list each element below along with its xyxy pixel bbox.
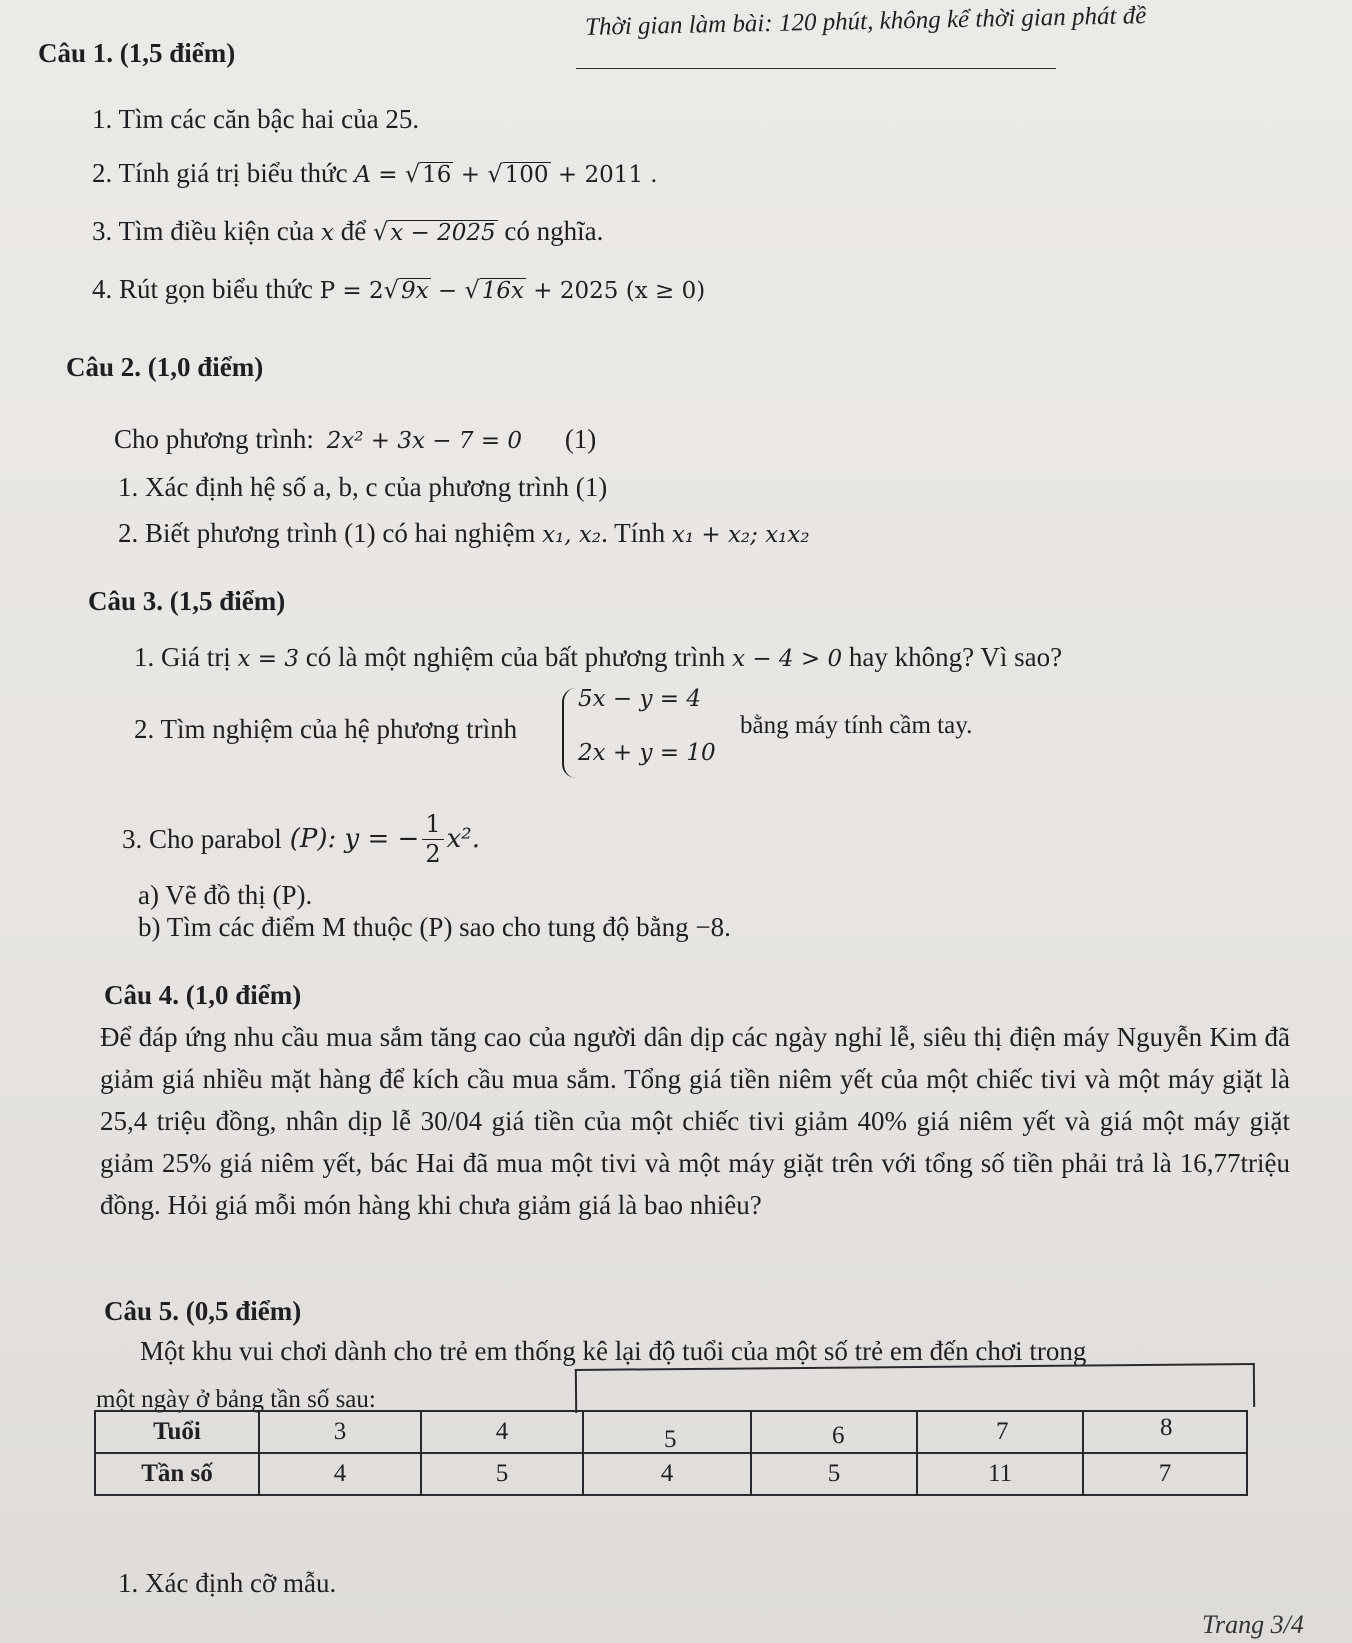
q3-system-eq2: 2x + y = 10 (578, 740, 716, 766)
q1-item2-lhs: A = (354, 162, 405, 188)
q3-item1 (134, 642, 1062, 673)
q3-item2-tail: bằng máy tính cầm tay. (740, 712, 973, 739)
frequency-cell: 5 (751, 1453, 917, 1495)
q1-item3-var: x (320, 220, 334, 246)
q1-item4-lhs: P = 2 (319, 278, 384, 304)
q3-system-eq1: 5x − y = 4 (578, 686, 702, 712)
q2-equation-line (114, 424, 596, 455)
age-cell-empty (917, 1411, 1083, 1453)
q2-title: Câu 2. (1,0 điểm) (66, 352, 264, 382)
age-cell: 8 (1160, 1414, 1173, 1441)
q5-intro-line2: một ngày ở bảng tần số sau: (96, 1386, 376, 1413)
age-cell: 4 (421, 1411, 583, 1453)
q2-item2 (118, 518, 810, 549)
table-row-frequency (95, 1453, 1247, 1495)
q3-item1-a: 1. Giá trị (134, 642, 231, 672)
q1-item3-end: có nghĩa. (504, 216, 604, 246)
q2-equation: 2x² + 3x − 7 = 0 (326, 428, 523, 454)
age-cell: 7 (996, 1418, 1009, 1445)
q3-item1-m1: x = 3 (237, 646, 299, 672)
q1-item3-text: 3. Tìm điều kiện của (92, 216, 315, 246)
q4-body: Để đáp ứng nhu cầu mua sắm tăng cao của người dân dịp các ngày nghỉ lễ, siêu thị điện máy Nguyễn Kim đã giảm giá nhiều mặt hàng để kích cầu mua sắm. Tổng giá tiền niêm yết của một chiếc tivi và một máy giặt là 25,4 triệu đồng, nhân dịp lễ 30/04 giá tiền của một chiếc tivi giảm 40% giá niêm yết và giá một máy giặt giảm 25% giá niêm yết, bác Hai đã mua một tivi và một máy giặt trên với tổng số tiền phải trả là 16,77triệu đồng. Hỏi giá mỗi món hàng khi chưa giảm giá là bao nhiêu? (100, 1022, 1290, 1220)
q3-title: Câu 3. (1,5 điểm) (88, 586, 286, 616)
header-underline (576, 68, 1056, 69)
q3-item3b: b) Tìm các điểm M thuộc (P) sao cho tung độ bằng −8. (138, 912, 731, 942)
age-cell: 5 (664, 1426, 677, 1453)
q2-eq-intro: Cho phương trình: (114, 424, 314, 454)
q3-item3 (122, 810, 480, 869)
q2-item1: 1. Xác định hệ số a, b, c của phương trình (1) (118, 472, 608, 502)
q3-item1-m2: x − 4 > 0 (732, 646, 843, 672)
q3-item3-rhs: x². (446, 824, 480, 855)
frequency-cell: 4 (583, 1453, 751, 1495)
q1-item2-rad1: 16 (422, 162, 452, 188)
q5-item1: 1. Xác định cỡ mẫu. (118, 1568, 337, 1598)
system-brace (562, 688, 576, 778)
fraction-numerator: 1 (422, 810, 443, 840)
age-cell-empty (1083, 1411, 1247, 1453)
age-cell-empty (583, 1411, 751, 1453)
q1-item4-tail: + 2025 (x ≥ 0) (526, 278, 706, 304)
q1-item3-mid: để (340, 216, 367, 246)
q1-item2-tail: + 2011 . (550, 162, 658, 188)
q2-item2-roots: x₁, x₂ (542, 522, 602, 548)
q3-item3-fraction (422, 810, 443, 869)
time-note: Thời gian làm bài: 120 phút, không kể thời gian phát đề (584, 2, 1147, 41)
age-cell: 6 (832, 1422, 845, 1449)
frequency-table (94, 1410, 1248, 1496)
q1-item4-text: 4. Rút gọn biểu thức (92, 274, 313, 304)
q1-item4-rad1: 9x (400, 278, 429, 304)
frequency-cell: 5 (421, 1453, 583, 1495)
q1-title: Câu 1. (1,5 điểm) (38, 38, 236, 68)
table-row-age (95, 1411, 1247, 1453)
age-cell-empty (751, 1411, 917, 1453)
q5-title: Câu 5. (0,5 điểm) (104, 1296, 302, 1326)
q5-intro-line1: Một khu vui chơi dành cho trẻ em thống kê lại độ tuổi của một số trẻ em đến chơi trong (140, 1336, 1087, 1366)
q3-item1-c: hay không? Vì sao? (848, 642, 1063, 672)
q1-item2: 2. Tính giá trị biểu thức A = √16 + √100 + 2011 . (92, 158, 658, 188)
fraction-denominator: 2 (425, 839, 441, 868)
q4-title: Câu 4. (1,0 điểm) (104, 980, 302, 1010)
q1-item4: 4. Rút gọn biểu thức P = 2√9x − √16x + 2025 (x ≥ 0) (92, 274, 706, 304)
age-cell: 3 (259, 1411, 421, 1453)
page-number: Trang 3/4 (1202, 1610, 1304, 1639)
q2-eq-number: (1) (564, 424, 597, 454)
q3-item3-text: 3. Cho parabol (122, 823, 282, 854)
q2-item2-calc: . Tính (601, 518, 666, 548)
q2-item2-expr: x₁ + x₂; x₁x₂ (671, 522, 810, 548)
row-label-age: Tuổi (95, 1411, 259, 1453)
q1-item3-rad: x − 2025 (390, 220, 496, 246)
row-label-frequency: Tần số (95, 1453, 259, 1495)
frequency-cell: 11 (917, 1453, 1083, 1495)
q1-item4-rad2: 16x (481, 278, 524, 304)
frequency-cell: 4 (259, 1453, 421, 1495)
q3-item1-b: có là một nghiệm của bất phương trình (305, 642, 726, 672)
q3-item3-lhs: (P): y = − (289, 824, 420, 855)
q1-item1: 1. Tìm các căn bậc hai của 25. (92, 104, 420, 134)
q3-item3a: a) Vẽ đồ thị (P). (138, 880, 313, 910)
q1-item3: 3. Tìm điều kiện của x để √x − 2025 có nghĩa. (92, 216, 604, 246)
q1-item2-rad2: 100 (504, 162, 549, 188)
table-header-box (575, 1363, 1255, 1413)
frequency-cell: 7 (1083, 1453, 1247, 1495)
q1-item2-text: 2. Tính giá trị biểu thức (92, 158, 348, 188)
q2-item2-text: 2. Biết phương trình (1) có hai nghiệm (118, 518, 536, 548)
q3-item2-text: 2. Tìm nghiệm của hệ phương trình (134, 714, 518, 744)
